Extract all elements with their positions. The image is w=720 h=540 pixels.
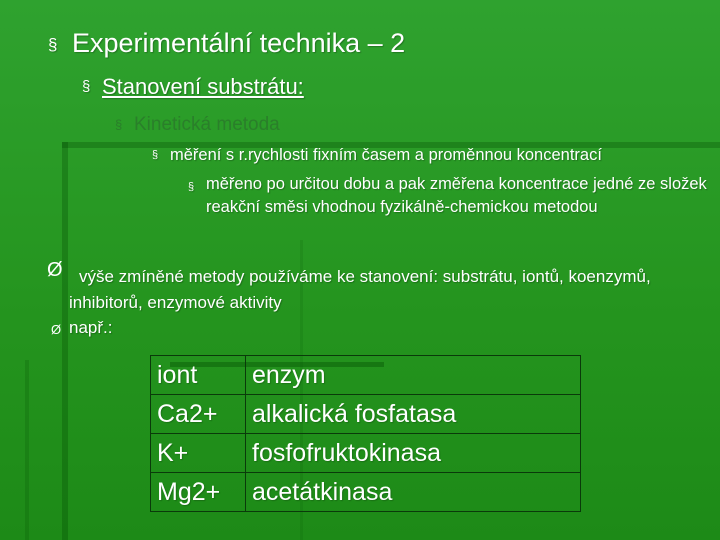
table-row (151, 395, 581, 434)
table-row (151, 473, 581, 512)
uses-text: výše zmíněné metody používáme ke stanovení: substrátu, iontů, koenzymů, inhibitorů, enzymové aktivity (69, 267, 651, 312)
measure-text: měření s r.rychlosti fixním časem a proměnnou koncentrací (170, 146, 602, 164)
table-cell-ion: K+ (151, 434, 246, 473)
square-bullet-icon: § (188, 181, 195, 193)
arrow-bullet-icon: Ø (47, 259, 63, 281)
table-row (151, 434, 581, 473)
table-header-row (151, 356, 581, 395)
table-cell-enzyme: fosfofruktokinasa (246, 434, 581, 473)
uses-item (69, 264, 709, 316)
decorative-bar-vertical (62, 142, 68, 540)
decorative-bar-vertical-left (25, 360, 29, 540)
subtitle-text: Stanovení substrátu: (102, 74, 304, 99)
method-text: Kinetická metoda (134, 114, 280, 135)
square-bullet-icon: § (48, 35, 58, 54)
square-bullet-icon: § (82, 78, 91, 95)
table-header-enzyme: enzym (246, 356, 581, 395)
arrow-bullet-icon: Ø (51, 322, 62, 337)
ion-enzyme-table (150, 355, 581, 512)
table-cell-ion: Mg2+ (151, 473, 246, 512)
table-header-ion: iont (151, 356, 246, 395)
table-cell-ion: Ca2+ (151, 395, 246, 434)
example-label: např.: (69, 318, 113, 337)
measured-item (188, 173, 708, 219)
slide-title-text: Experimentální technika – 2 (72, 28, 406, 58)
square-bullet-icon: § (152, 149, 159, 161)
table-cell-enzyme: alkalická fosfatasa (246, 395, 581, 434)
table-cell-enzyme: acetátkinasa (246, 473, 581, 512)
measured-text: měřeno po určitou dobu a pak změřena koncentrace jedné ze složek reakční směsi vhodnou fyzikálně-chemickou metodou (206, 175, 707, 216)
square-bullet-icon: § (115, 117, 123, 132)
